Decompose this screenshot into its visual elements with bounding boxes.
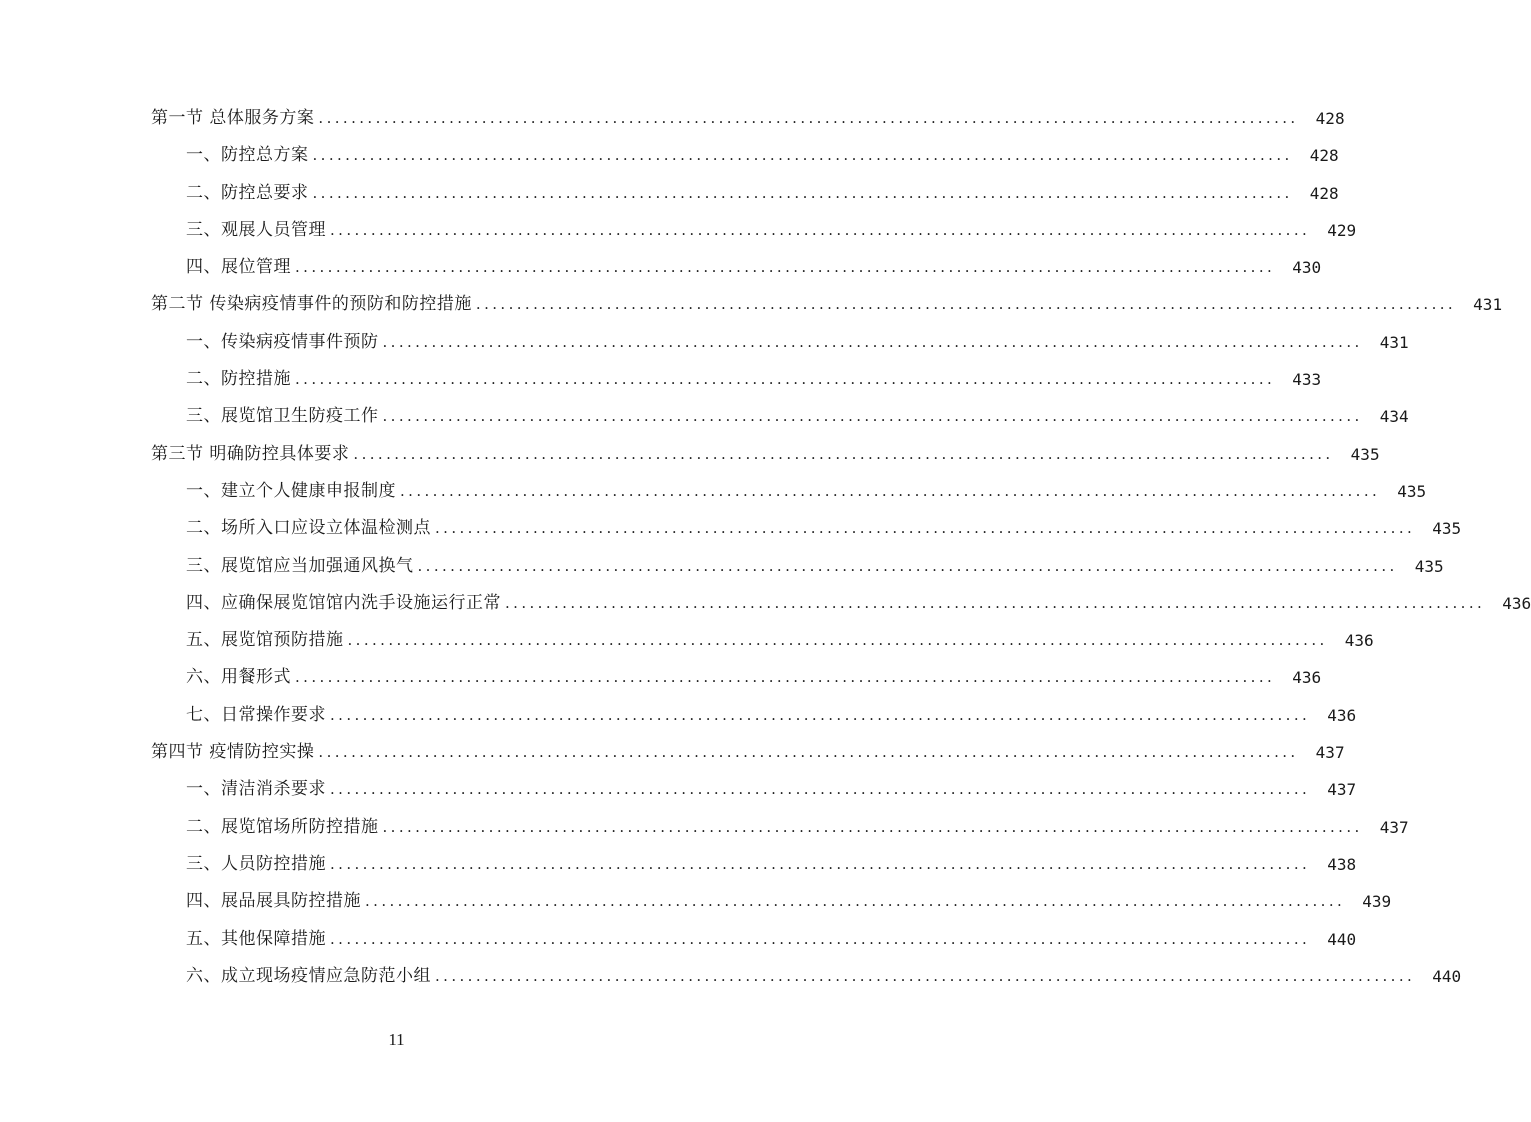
toc-entry-title: 五、展览馆预防措施 [186,630,344,651]
toc-entry-title: 第二节 传染病疫情事件的预防和防控措施 [151,294,472,315]
toc-subsection-entry[interactable] [0,175,1339,212]
toc-subsection-entry[interactable] [0,548,1444,585]
toc-entry-title: 第一节 总体服务方案 [151,108,315,128]
toc-entry-page: 440 [1327,929,1357,949]
toc-dot-leader: ........................................................................................................................ [365,892,1346,911]
toc-subsection-entry[interactable] [0,659,1322,696]
toc-section-entry[interactable] [0,100,1345,137]
toc-entry-title: 三、人员防控措施 [186,853,326,874]
toc-entry-title: 四、展品展具防控措施 [186,891,361,912]
toc-subsection-entry[interactable] [0,361,1322,398]
toc-dot-leader: ........................................................................................................................ [400,481,1381,500]
toc-subsection-entry[interactable] [0,846,1357,883]
toc-dot-leader: ........................................................................................................................ [330,929,1311,948]
toc-subsection-entry[interactable] [0,883,1392,920]
toc-section-entry[interactable] [0,286,1503,323]
toc-entry-title: 一、清洁消杀要求 [186,779,326,800]
toc-dot-leader: ........................................................................................................................ [505,593,1486,612]
toc-entry-title: 五、其他保障措施 [186,928,326,949]
toc-entry-title: 二、场所入口应设立体温检测点 [186,518,431,539]
toc-entry-page: 428 [1309,146,1339,166]
toc-entry-title: 一、防控总方案 [186,145,309,166]
toc-entry-page: 436 [1502,593,1531,613]
toc-entry-page: 435 [1397,481,1427,501]
toc-entry-page: 428 [1309,183,1339,203]
toc-entry-title: 六、用餐形式 [186,667,291,688]
toc-entry-page: 439 [1362,892,1392,912]
toc-subsection-entry[interactable] [0,324,1409,361]
toc-entry-page: 435 [1432,519,1462,539]
toc-entry-page: 437 [1315,743,1345,763]
toc-entry-page: 431 [1379,332,1409,352]
toc-subsection-entry[interactable] [0,697,1357,734]
toc-dot-leader: ........................................................................................................................ [312,183,1293,202]
toc-subsection-entry[interactable] [0,137,1339,174]
toc-entry-page: 430 [1292,258,1322,278]
toc-entry-title: 第四节 疫情防控实操 [151,742,315,763]
toc-entry-title: 六、成立现场疫情应急防范小组 [186,965,431,986]
toc-entry-page: 428 [1315,109,1345,128]
toc-entry-title: 一、传染病疫情事件预防 [186,331,379,352]
toc-subsection-entry[interactable] [0,585,1531,622]
toc-entry-title: 第三节 明确防控具体要求 [151,443,350,464]
toc-entry-page: 437 [1379,817,1409,837]
table-of-contents [0,100,1531,995]
toc-dot-leader: ........................................................................................................................ [435,519,1416,538]
toc-entry-title: 三、展览馆应当加强通风换气 [186,555,414,576]
toc-dot-leader: ........................................................................................................................ [382,332,1363,351]
toc-entry-title: 四、应确保展览馆馆内洗手设施运行正常 [186,592,501,613]
toc-entry-page: 434 [1379,407,1409,427]
toc-dot-leader: ........................................................................................................................ [475,295,1457,314]
toc-dot-leader: ........................................................................................................................ [330,780,1311,799]
toc-subsection-entry[interactable] [0,212,1357,249]
toc-entry-title: 二、展览馆场所防控措施 [186,816,379,837]
toc-dot-leader: ........................................................................................................................ [295,258,1276,277]
toc-section-entry[interactable] [0,734,1345,771]
toc-dot-leader: ........................................................................................................................ [318,109,1299,127]
toc-dot-leader: ........................................................................................................................ [318,743,1299,762]
toc-dot-leader: ........................................................................................................................ [330,854,1311,873]
toc-entry-title: 三、观展人员管理 [186,219,326,240]
toc-entry-page: 437 [1327,780,1357,800]
toc-subsection-entry[interactable] [0,958,1462,995]
toc-entry-page: 436 [1327,705,1357,725]
toc-subsection-entry[interactable] [0,622,1374,659]
toc-dot-leader: ........................................................................................................................ [417,556,1398,575]
toc-entry-page: 433 [1292,370,1322,390]
toc-entry-title: 二、防控措施 [186,369,291,390]
toc-entry-page: 431 [1473,295,1503,315]
toc-dot-leader: ........................................................................................................................ [347,631,1328,650]
toc-dot-leader: ........................................................................................................................ [330,220,1311,239]
toc-dot-leader: ........................................................................................................................ [295,370,1276,389]
toc-entry-title: 七、日常操作要求 [186,704,326,725]
toc-dot-leader: ........................................................................................................................ [330,705,1311,724]
toc-subsection-entry[interactable] [0,249,1322,286]
toc-entry-page: 440 [1432,966,1462,986]
toc-dot-leader: ........................................................................................................................ [312,146,1293,165]
toc-dot-leader: ........................................................................................................................ [382,817,1363,836]
toc-dot-leader: ........................................................................................................................ [435,966,1416,985]
toc-dot-leader: ........................................................................................................................ [382,407,1363,426]
toc-entry-page: 438 [1327,854,1357,874]
toc-entry-page: 436 [1292,668,1322,688]
toc-subsection-entry[interactable] [0,510,1462,547]
toc-entry-title: 三、展览馆卫生防疫工作 [186,406,379,427]
toc-section-entry[interactable] [0,436,1380,473]
toc-dot-leader: ........................................................................................................................ [353,444,1334,463]
toc-entry-title: 四、展位管理 [186,257,291,278]
toc-entry-page: 436 [1344,631,1374,651]
toc-subsection-entry[interactable] [0,473,1427,510]
toc-entry-title: 二、防控总要求 [186,182,309,203]
toc-subsection-entry[interactable] [0,398,1409,435]
toc-subsection-entry[interactable] [0,921,1357,958]
toc-entry-page: 435 [1414,556,1444,576]
toc-subsection-entry[interactable] [0,771,1357,808]
toc-subsection-entry[interactable] [0,809,1409,846]
toc-entry-page: 429 [1327,220,1357,240]
toc-dot-leader: ........................................................................................................................ [295,668,1276,687]
page-number: 11 [388,1030,405,1049]
toc-entry-title: 一、建立个人健康申报制度 [186,480,396,501]
toc-entry-page: 435 [1350,444,1380,464]
